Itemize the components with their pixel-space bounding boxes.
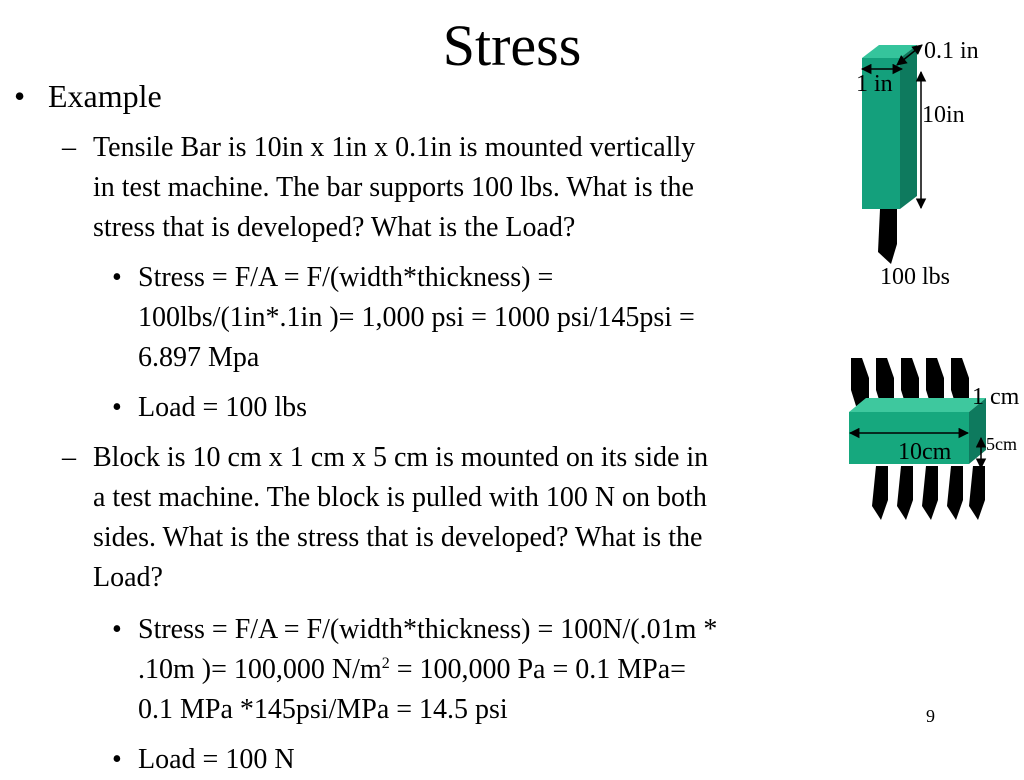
ex1-stress-line: Stress = F/A = F/(width*thickness) = bbox=[138, 262, 554, 293]
ex2-line: a test machine. The block is pulled with 100 N on both bbox=[93, 482, 707, 513]
tensile-bar-figure bbox=[856, 38, 979, 290]
block-height-label: 5cm bbox=[986, 434, 1017, 454]
slide-number: 9 bbox=[926, 706, 935, 726]
bullet-glyph: • bbox=[112, 744, 122, 775]
bullet-glyph: • bbox=[112, 262, 122, 293]
block-length-label: 10cm bbox=[898, 439, 952, 465]
block-bottom-arrow bbox=[922, 466, 938, 520]
bullet-glyph: • bbox=[112, 392, 122, 423]
ex1-line: stress that is developed? What is the Load? bbox=[93, 212, 576, 243]
ex2-stress-line: 0.1 MPa *145psi/MPa = 14.5 psi bbox=[138, 694, 508, 725]
block-bottom-arrow bbox=[897, 466, 913, 520]
ex1-stress-line: 100lbs/(1in*.1in )= 1,000 psi = 1000 psi/145psi = bbox=[138, 302, 695, 333]
bullet-glyph: • bbox=[14, 78, 26, 114]
ex2-load: Load = 100 N bbox=[138, 744, 295, 775]
bar-side-face bbox=[900, 45, 917, 209]
ex2-line: sides. What is the stress that is developed? What is the bbox=[93, 522, 703, 553]
ex2-stress-line-sup: 2 bbox=[381, 655, 390, 672]
block-bottom-arrow bbox=[969, 466, 985, 520]
ex2-line: Block is 10 cm x 1 cm x 5 cm is mounted on its side in bbox=[93, 442, 709, 473]
ex2-stress-line-pre: .10m )= 100,000 N/m bbox=[138, 654, 382, 685]
ex2-line: Load? bbox=[93, 562, 163, 593]
block-bottom-arrow bbox=[872, 466, 888, 520]
slide-title: Stress bbox=[442, 13, 582, 78]
block-figure bbox=[849, 358, 1020, 520]
bar-thickness-label: 0.1 in bbox=[924, 38, 979, 64]
block-bottom-arrow bbox=[947, 466, 963, 520]
ex1-stress-line: 6.897 Mpa bbox=[138, 342, 260, 373]
ex1-line: Tensile Bar is 10in x 1in x 0.1in is mounted vertically bbox=[93, 132, 696, 163]
bar-load-arrow bbox=[878, 209, 897, 264]
block-depth-label: 1 cm bbox=[972, 384, 1020, 410]
bar-width-label: 1 in bbox=[856, 71, 893, 97]
bar-length-label: 10in bbox=[922, 102, 965, 128]
bullet-glyph: • bbox=[112, 614, 122, 645]
ex1-line: in test machine. The bar supports 100 lbs. What is the bbox=[93, 172, 694, 203]
ex2-stress-line: Stress = F/A = F/(width*thickness) = 100N/(.01m * bbox=[138, 614, 718, 645]
bullet-example: Example bbox=[48, 78, 162, 114]
dash-glyph: – bbox=[62, 132, 76, 163]
bar-load-label: 100 lbs bbox=[880, 264, 951, 290]
ex2-stress-line-post: = 100,000 Pa = 0.1 MPa= bbox=[389, 654, 686, 685]
ex1-load: Load = 100 lbs bbox=[138, 392, 307, 423]
dash-glyph: – bbox=[62, 442, 76, 473]
block-top-face bbox=[849, 398, 986, 412]
